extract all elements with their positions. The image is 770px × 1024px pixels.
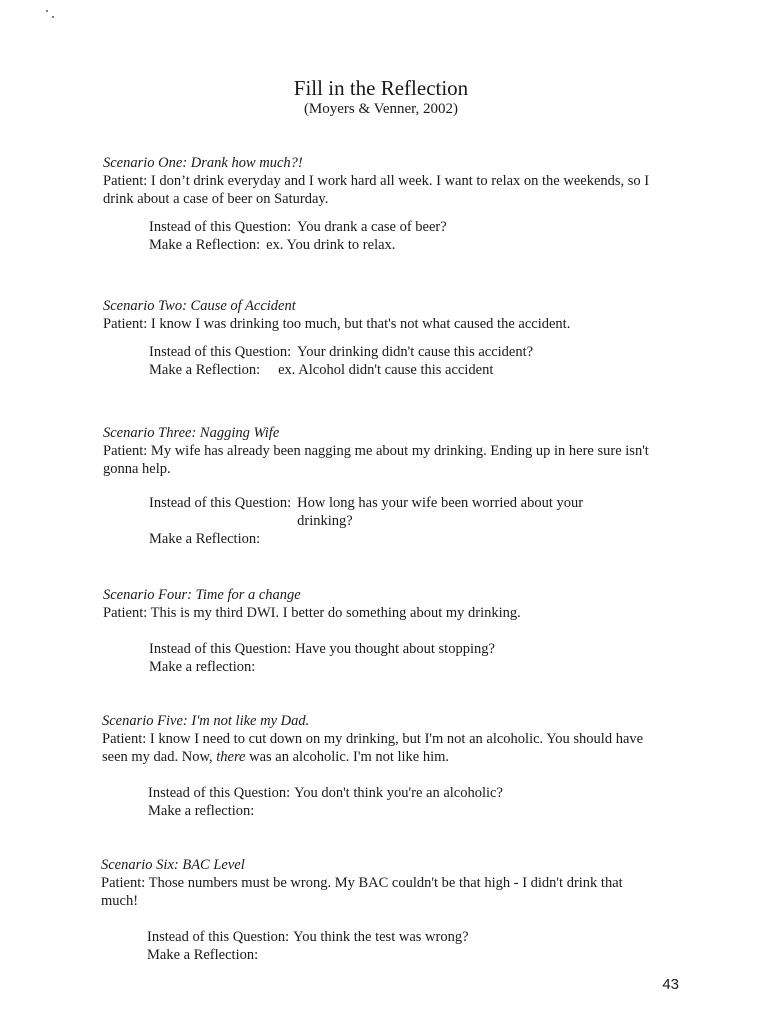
reflection-row [148, 802, 654, 820]
reflection-label: Make a Reflection: [149, 362, 261, 378]
scenario-heading: Scenario Four: Time for a change [103, 587, 301, 603]
patient-statement [102, 730, 654, 766]
scenario-heading: Scenario One: Drank how much?! [103, 155, 303, 171]
page-number: 43 [662, 976, 679, 993]
scan-speck [46, 10, 48, 12]
question-label: Instead of this Question: [149, 344, 292, 360]
reflection-row [149, 530, 663, 548]
question-text: Your drinking didn't cause this accident? [297, 344, 534, 360]
question-reflection-block [149, 218, 663, 254]
reflection-label: Make a Reflection: [147, 947, 259, 963]
question-row [148, 784, 654, 802]
patient-statement: Patient: I don’t drink everyday and I work hard all week. I want to relax on the weekends, so I drink about a case of beer on Saturday. [103, 173, 650, 207]
patient-statement-text: Patient: I know I need to cut down on my drinking, but I'm not an alcoholic. You should have seen my dad. Now, [102, 731, 644, 765]
question-row [149, 640, 663, 658]
question-label: Instead of this Question: [148, 785, 291, 801]
page-title: Fill in the Reflection [293, 76, 469, 100]
reflection-label: Make a reflection: [149, 659, 256, 675]
scenario-heading: Scenario Two: Cause of Accident [103, 298, 296, 314]
patient-statement: Patient: I know I was drinking too much, but that's not what caused the accident. [103, 316, 571, 332]
question-reflection-block [148, 784, 654, 820]
question-row [149, 218, 663, 236]
question-reflection-block [149, 494, 663, 548]
reflection-row [149, 236, 663, 254]
question-reflection-block [149, 343, 663, 379]
scenario-five [102, 712, 654, 820]
reflection-row [149, 361, 663, 379]
question-row [149, 343, 663, 361]
reflection-row [147, 946, 646, 964]
scenario-heading: Scenario Five: I'm not like my Dad. [102, 713, 310, 729]
scenario-heading: Scenario Three: Nagging Wife [103, 425, 280, 441]
reflection-label: Make a Reflection: [149, 237, 261, 253]
page-citation: (Moyers & Venner, 2002) [303, 101, 459, 117]
reflection-text [258, 946, 264, 964]
reflection-label: Make a reflection: [148, 803, 255, 819]
question-text: Have you thought about stopping? [295, 641, 495, 657]
reflection-text [255, 658, 261, 676]
reflection-row [149, 658, 663, 676]
question-reflection-block [147, 928, 646, 964]
reflection-text [254, 802, 260, 820]
question-text: You think the test was wrong? [293, 929, 469, 945]
question-label: Instead of this Question: [147, 929, 290, 945]
patient-statement-text: was an alcoholic. I'm not like him. [245, 749, 450, 765]
scenario-heading: Scenario Six: BAC Level [101, 857, 245, 873]
reflection-text [260, 530, 266, 548]
scenario-four [103, 586, 663, 676]
question-label: Instead of this Question: [149, 495, 292, 511]
question-text: You don't think you're an alcoholic? [294, 785, 503, 801]
scenario-three [103, 424, 663, 548]
patient-statement: Patient: This is my third DWI. I better do something about my drinking. [103, 605, 521, 621]
reflection-text: ex. You drink to relax. [266, 237, 396, 253]
scenario-six [101, 856, 646, 964]
question-text: How long has your wife been worried about your drinking? [297, 495, 584, 529]
question-label: Instead of this Question: [149, 641, 292, 657]
question-row [147, 928, 646, 946]
question-row [149, 494, 663, 530]
patient-statement: Patient: Those numbers must be wrong. My BAC couldn't be that high - I didn't drink that much! [101, 875, 623, 909]
question-label: Instead of this Question: [149, 219, 292, 235]
scenario-two [103, 297, 663, 379]
reflection-label: Make a Reflection: [149, 531, 261, 547]
patient-statement: Patient: My wife has already been nagging me about my drinking. Ending up in here sure isn't gonna help. [103, 443, 649, 477]
question-reflection-block [149, 640, 663, 676]
question-text: You drank a case of beer? [297, 219, 447, 235]
scan-speck [52, 16, 54, 18]
scenario-one [103, 154, 663, 254]
patient-statement-emphasis: there [216, 749, 246, 765]
reflection-text: ex. Alcohol didn't cause this accident [278, 362, 494, 378]
